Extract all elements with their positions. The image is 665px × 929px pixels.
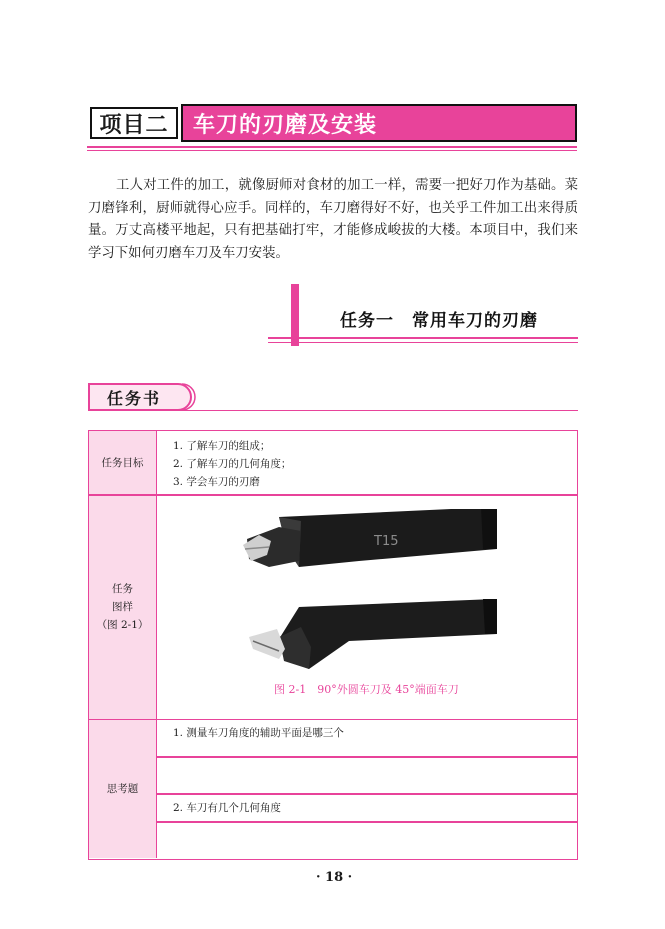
task-book-tag: [88, 383, 198, 411]
intro-paragraph: 工人对工件的加工，就像厨师对食材的加工一样，需要一把好刀作为基础。菜刀磨锋利，厨师就得心应手。同样的，车刀磨得好不好，也关乎工件加工出来得质量。万丈高楼平地起，只有把基础打牢，才能修成峻拔的大楼。本项目中，我们来学习下如何刃磨车刀及车刀安装。: [88, 178, 578, 261]
project-underline-thin: [87, 150, 577, 151]
project-label: 项目二: [90, 107, 178, 139]
figure-caption: 图 2-1 90°外圆车刀及 45°端面车刀: [274, 683, 459, 696]
task-book-label: 任务书: [88, 383, 178, 411]
task-book-underline: [88, 410, 578, 411]
turning-tools-figure: [239, 509, 509, 683]
question-item: 1. 测量车刀角度的辅助平面是哪三个: [173, 727, 344, 739]
question-item: 2. 车刀有几个几何角度: [173, 802, 281, 814]
row-divider: [89, 494, 577, 496]
goal-item: 2. 了解车刀的几何角度；: [173, 458, 292, 470]
figure-label: [89, 496, 157, 719]
project-title: 车刀的刃磨及安装: [181, 104, 577, 142]
goal-item: 3. 学会车刀的刃磨: [173, 476, 260, 488]
project-underline: [87, 146, 577, 148]
task-title: 任务一 常用车刀的刃磨: [340, 311, 538, 331]
figure-label-line: 图样: [112, 601, 133, 613]
goal-label: 任务目标: [89, 431, 157, 494]
project-header: [87, 104, 577, 142]
answer-divider: [157, 756, 577, 758]
task-title-underline: [268, 337, 578, 339]
page-number: · 18 ·: [316, 870, 353, 885]
answer-divider: [157, 821, 577, 823]
task-table: [88, 430, 578, 860]
figure-label-line: 任务: [112, 583, 133, 595]
tool-marking: T15: [374, 534, 399, 549]
questions-label: 思考题: [89, 720, 157, 858]
outer-turning-tool: [243, 509, 497, 567]
goal-item: 1. 了解车刀的组成；: [173, 440, 271, 452]
answer-divider: [157, 793, 577, 795]
figure-label-line: （图 2-1）: [96, 619, 149, 631]
end-face-tool: [249, 599, 497, 669]
task-title-underline-thin: [268, 342, 578, 343]
tag-arc-icon: [172, 383, 198, 411]
row-divider: [89, 719, 577, 721]
turning-tools-photo: [239, 509, 509, 679]
